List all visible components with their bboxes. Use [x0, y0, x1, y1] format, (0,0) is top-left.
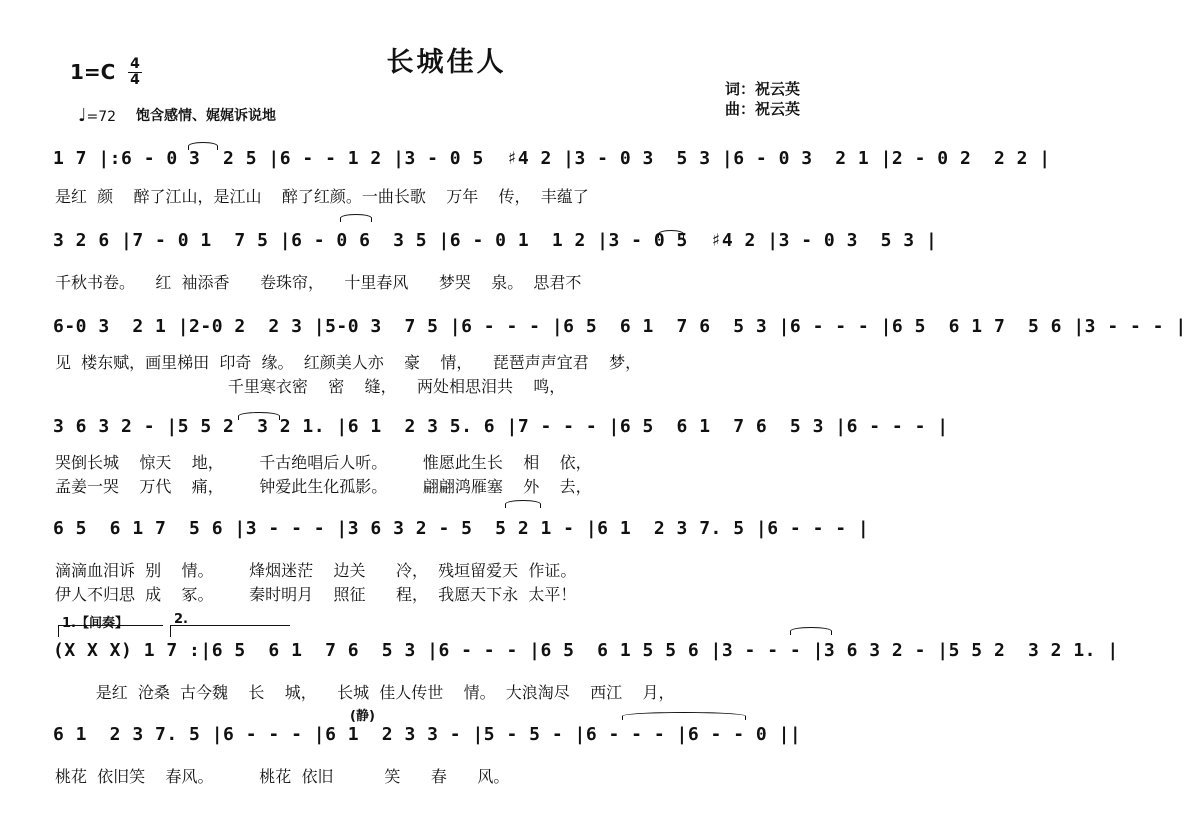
score-row-4-lyrics-verse1: 哭倒长城 惊天 地， 千古绝唱后人听。 惟愿此生长 相 依，	[55, 453, 592, 472]
volta-1-label: 1.【间奏】	[62, 616, 128, 631]
slur-mark	[188, 142, 218, 150]
song-title: 长城佳人	[386, 47, 507, 78]
dynamic-marking-jing: (静)	[350, 709, 375, 724]
slur-mark	[658, 230, 684, 238]
score-row-3-lyrics-verse2: 千里寒衣密 密 缝， 两处相思泪共 鸣，	[55, 377, 566, 396]
time-signature-bottom: 4	[128, 72, 142, 87]
score-row-4-music: 3 6 3 2 - |5 5 2 3 2 1. |6 1 2 3 5. 6 |7 - - - |6 5 6 1 7 6 5 3 |6 - - - |	[53, 416, 949, 437]
tempo-marking	[78, 105, 116, 126]
score-row-3-music: 6-0 3 2 1 |2-0 2 2 3 |5-0 3 7 5 |6 - - - |6 5 6 1 7 6 5 3 |6 - - - |6 5 6 1 7 5 6 |3 - - - |	[53, 316, 1187, 337]
score-row-7-music: 6 1 2 3 7. 5 |6 - - - |6 1 2 3 3 - |5 - 5 - |6 - - - |6 - - 0 ||	[53, 724, 802, 745]
time-signature	[128, 58, 142, 87]
volta-2-label: 2.	[174, 612, 188, 627]
slur-mark	[790, 627, 832, 635]
slur-mark	[505, 500, 541, 508]
score-row-6-lyrics: 是红 沧桑 古今魏 长 城， 长城 佳人传世 情。 大浪淘尽 西江 月，	[55, 683, 675, 702]
score-row-7-lyrics: 桃花 依旧笑 春风。 桃花 依旧 笑 春 风。	[55, 767, 510, 786]
score-row-1-lyrics: 是红 颜 醉了江山，是江山 醉了红颜。一曲长歌 万年 传， 丰蕴了	[55, 187, 589, 206]
score-row-1-music: 1 7 |:6 - 0 3 2 5 |6 - - 1 2 |3 - 0 5 ♯4 2 |3 - 0 3 5 3 |6 - 0 3 2 1 |2 - 0 2 2 2 |	[53, 148, 1051, 169]
quarter-note-icon: ♩	[78, 105, 87, 126]
slur-mark	[238, 412, 280, 420]
score-row-5-lyrics-verse2: 伊人不归思 成 冢。 秦时明月 照征 程， 我愿天下永 太平！	[55, 585, 577, 604]
time-signature-top: 4	[130, 56, 140, 72]
tempo-value: =72	[86, 109, 117, 125]
score-row-6-music: (X X X) 1 7 :|6 5 6 1 7 6 5 3 |6 - - - |6 5 6 1 5 5 6 |3 - - - |3 6 3 2 - |5 5 2 3 2 1. |	[53, 640, 1119, 661]
score-row-2-lyrics: 千秋书卷。 红 袖添香 卷珠帘， 十里春风 梦哭 泉。 思君不	[55, 273, 582, 292]
score-row-5-music: 6 5 6 1 7 5 6 |3 - - - |3 6 3 2 - 5 5 2 1 - |6 1 2 3 7. 5 |6 - - - |	[53, 518, 870, 539]
score-row-4-lyrics-verse2: 孟姜一哭 万代 痛， 钟爱此生化孤影。 翩翩鸿雁塞 外 去，	[55, 477, 592, 496]
lyricist-credit: 词：祝云英	[725, 80, 801, 98]
score-row-3-lyrics-verse1: 见 楼东赋，画里梯田 印奇 缘。 红颜美人亦 豪 情， 琵琶声声宜君 梦，	[55, 353, 642, 372]
score-row-5-lyrics-verse1: 滴滴血泪诉 别 情。 烽烟迷茫 边关 冷， 残垣留爱天 作证。	[55, 561, 577, 580]
slur-mark	[340, 214, 372, 222]
key-signature: 1=C	[70, 60, 116, 84]
composer-credit: 曲：祝云英	[725, 100, 801, 118]
score-row-2-music: 3 2 6 |7 - 0 1 7 5 |6 - 0 6 3 5 |6 - 0 1 1 2 |3 - 0 5 ♯4 2 |3 - 0 3 5 3 |	[53, 230, 938, 251]
volta-2-bracket	[170, 625, 290, 626]
expression-marking: 饱含感情、娓娓诉说地	[136, 108, 276, 124]
